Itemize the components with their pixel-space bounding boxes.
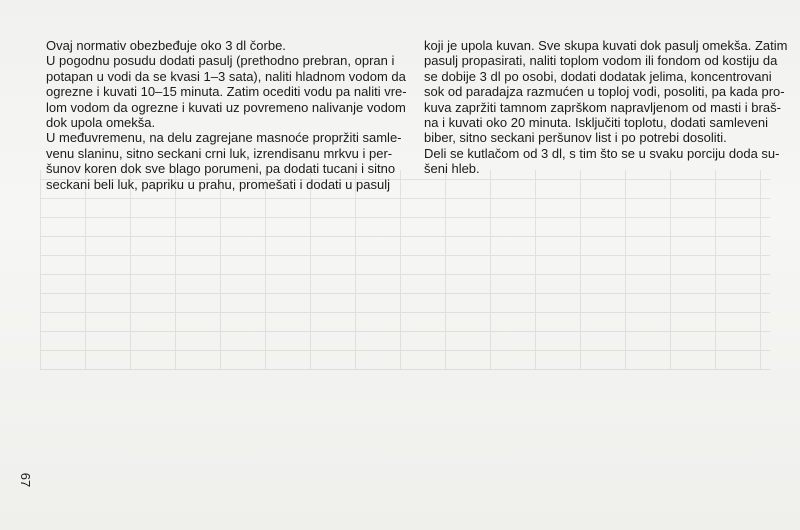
text-line: dok upola omekša.: [46, 115, 156, 131]
text-line: lom vodom da ogrezne i kuvati uz povremeno nalivanje vodom: [46, 99, 406, 115]
right-text-column: [424, 38, 788, 177]
text-line: šeni hleb.: [424, 161, 480, 177]
text-line: Ovaj normativ obezbeđuje oko 3 dl čorbe.: [46, 38, 286, 53]
left-text-column: [46, 38, 407, 192]
bleed-through-table: [40, 170, 770, 370]
text-line: sok od paradajza razmućen u toploj vodi, posoliti, pa kada pro-: [424, 84, 785, 100]
page-number: 67: [18, 472, 33, 488]
text-line: biber, sitno seckani peršunov list i po potrebi dosoliti.: [424, 130, 727, 146]
text-line: koji je upola kuvan. Sve skupa kuvati dok pasulj omekša. Zatim: [424, 38, 788, 53]
text-line: ogrezne i kuvati 10–15 minuta. Zatim ocediti vodu pa naliti vre-: [46, 84, 407, 100]
text-line: kuva zapržiti tamnom zaprškom napravljenom od masti i braš-: [424, 99, 781, 115]
text-line: U međuvremenu, na delu zagrejane masnoće propržiti samle-: [46, 130, 402, 146]
text-line: Deli se kutlačom od 3 dl, s tim što se u svaku porciju doda su-: [424, 145, 780, 161]
text-line: U pogodnu posudu dodati pasulj (prethodno prebran, opran i: [46, 53, 395, 69]
text-line: šunov koren dok sve blago porumeni, pa dodati tucani i sitno: [46, 161, 396, 177]
text-line: venu slaninu, sitno seckani crni luk, izrendisanu mrkvu i per-: [46, 145, 393, 161]
text-line: se dobije 3 dl po osobi, dodati dodatak jelima, koncentrovani: [424, 68, 772, 84]
text-line: potapan u vodi da se kvasi 1–3 sata), naliti hladnom vodom da: [46, 68, 406, 84]
text-line: seckani beli luk, papriku u prahu, promešati i dodati u pasulj: [46, 176, 390, 192]
text-line: pasulj propasirati, naliti toplom vodom ili fondom od kostiju da: [424, 53, 778, 69]
text-line: na i kuvati oko 20 minuta. Isključiti toplotu, dodati samleveni: [424, 115, 768, 131]
